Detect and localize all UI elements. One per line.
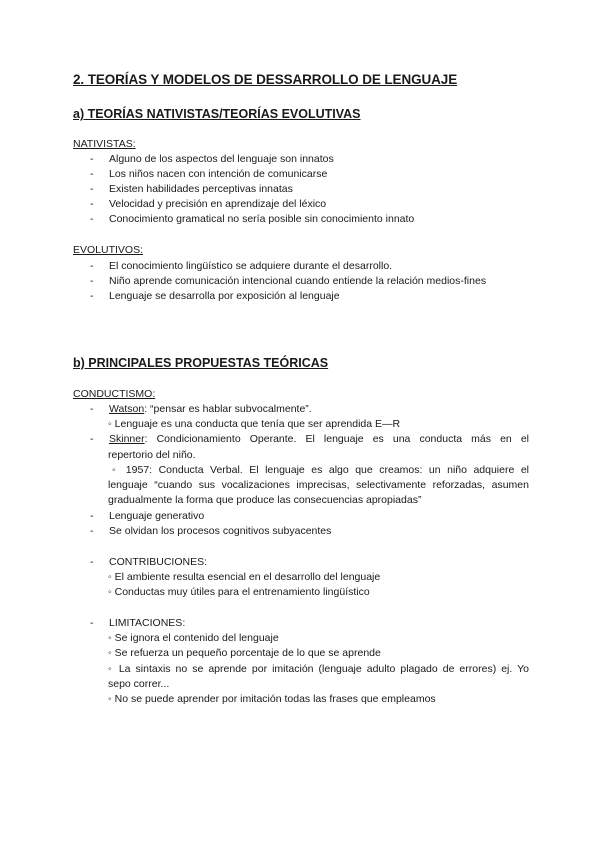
sub-item: ◦ El ambiente resulta esencial en el desarrollo del lenguaje xyxy=(108,571,381,583)
sub-item: ◦ Se refuerza un pequeño porcentaje de lo que se aprende xyxy=(108,647,381,659)
list-item: - Alguno de los aspectos del lenguaje son innatos xyxy=(90,153,334,165)
evolutivos-label: EVOLUTIVOS: xyxy=(73,244,144,256)
list-item-skinner: - Skinner: Condicionamiento Operante. El lenguaje es una conducta más en el xyxy=(90,433,529,445)
document-title: 2. TEORÍAS Y MODELOS DE DESSARROLLO DE LENGUAJE xyxy=(73,72,458,87)
skinner-continuation: repertorio del niño. xyxy=(108,449,196,461)
sub-item: ◦ 1957: Conducta Verbal. El lenguaje es algo que creamos: un niño adquiere el xyxy=(112,464,529,476)
list-item: - Conocimiento gramatical no sería posible sin conocimiento innato xyxy=(90,213,415,225)
list-item-contribuciones: - CONTRIBUCIONES: xyxy=(90,556,208,568)
list-item: - Lenguaje se desarrolla por exposición al lenguaje xyxy=(90,290,340,302)
sub-item-continuation: gradualmente la forma que produce las consecuencias apropiadas” xyxy=(108,494,422,506)
sub-item-continuation: lenguaje “cuando sus vocalizaciones imprecisas, selectivamente reforzadas, asumen xyxy=(108,479,529,491)
sub-item: ◦ Lenguaje es una conducta que tenía que ser aprendida E—R xyxy=(108,418,401,430)
list-item: - Los niños nacen con intención de comunicarse xyxy=(90,168,328,180)
nativistas-label: NATIVISTAS: xyxy=(73,138,136,150)
sub-item: ◦ No se puede aprender por imitación todas las frases que empleamos xyxy=(108,693,436,705)
list-item: - Se olvidan los procesos cognitivos subyacentes xyxy=(90,525,332,537)
list-item-watson: - Watson: “pensar es hablar subvocalmente”. xyxy=(90,403,312,415)
list-item: - El conocimiento lingüístico se adquiere durante el desarrollo. xyxy=(90,260,393,272)
sub-item: ◦ Conductas muy útiles para el entrenamiento lingüístico xyxy=(108,586,370,598)
sub-item: ◦ La sintaxis no se aprende por imitación (lenguaje adulto plagado de errores) ej. Yo xyxy=(108,663,529,675)
list-item-limitaciones: - LIMITACIONES: xyxy=(90,617,186,629)
conductismo-label: CONDUCTISMO: xyxy=(73,388,156,400)
sub-item: ◦ Se ignora el contenido del lenguaje xyxy=(108,632,279,644)
list-item: - Existen habilidades perceptivas innatas xyxy=(90,183,293,195)
list-item: - Niño aprende comunicación intencional cuando entiende la relación medios-fines xyxy=(90,275,487,287)
list-item: - Lenguaje generativo xyxy=(90,510,205,522)
list-item: - Velocidad y precisión en aprendizaje del léxico xyxy=(90,198,327,210)
section-b-heading: b) PRINCIPALES PROPUESTAS TEÓRICAS xyxy=(73,356,329,370)
section-a-heading: a) TEORÍAS NATIVISTAS/TEORÍAS EVOLUTIVAS xyxy=(73,107,361,121)
sub-item-continuation: sepo correr... xyxy=(108,678,170,690)
